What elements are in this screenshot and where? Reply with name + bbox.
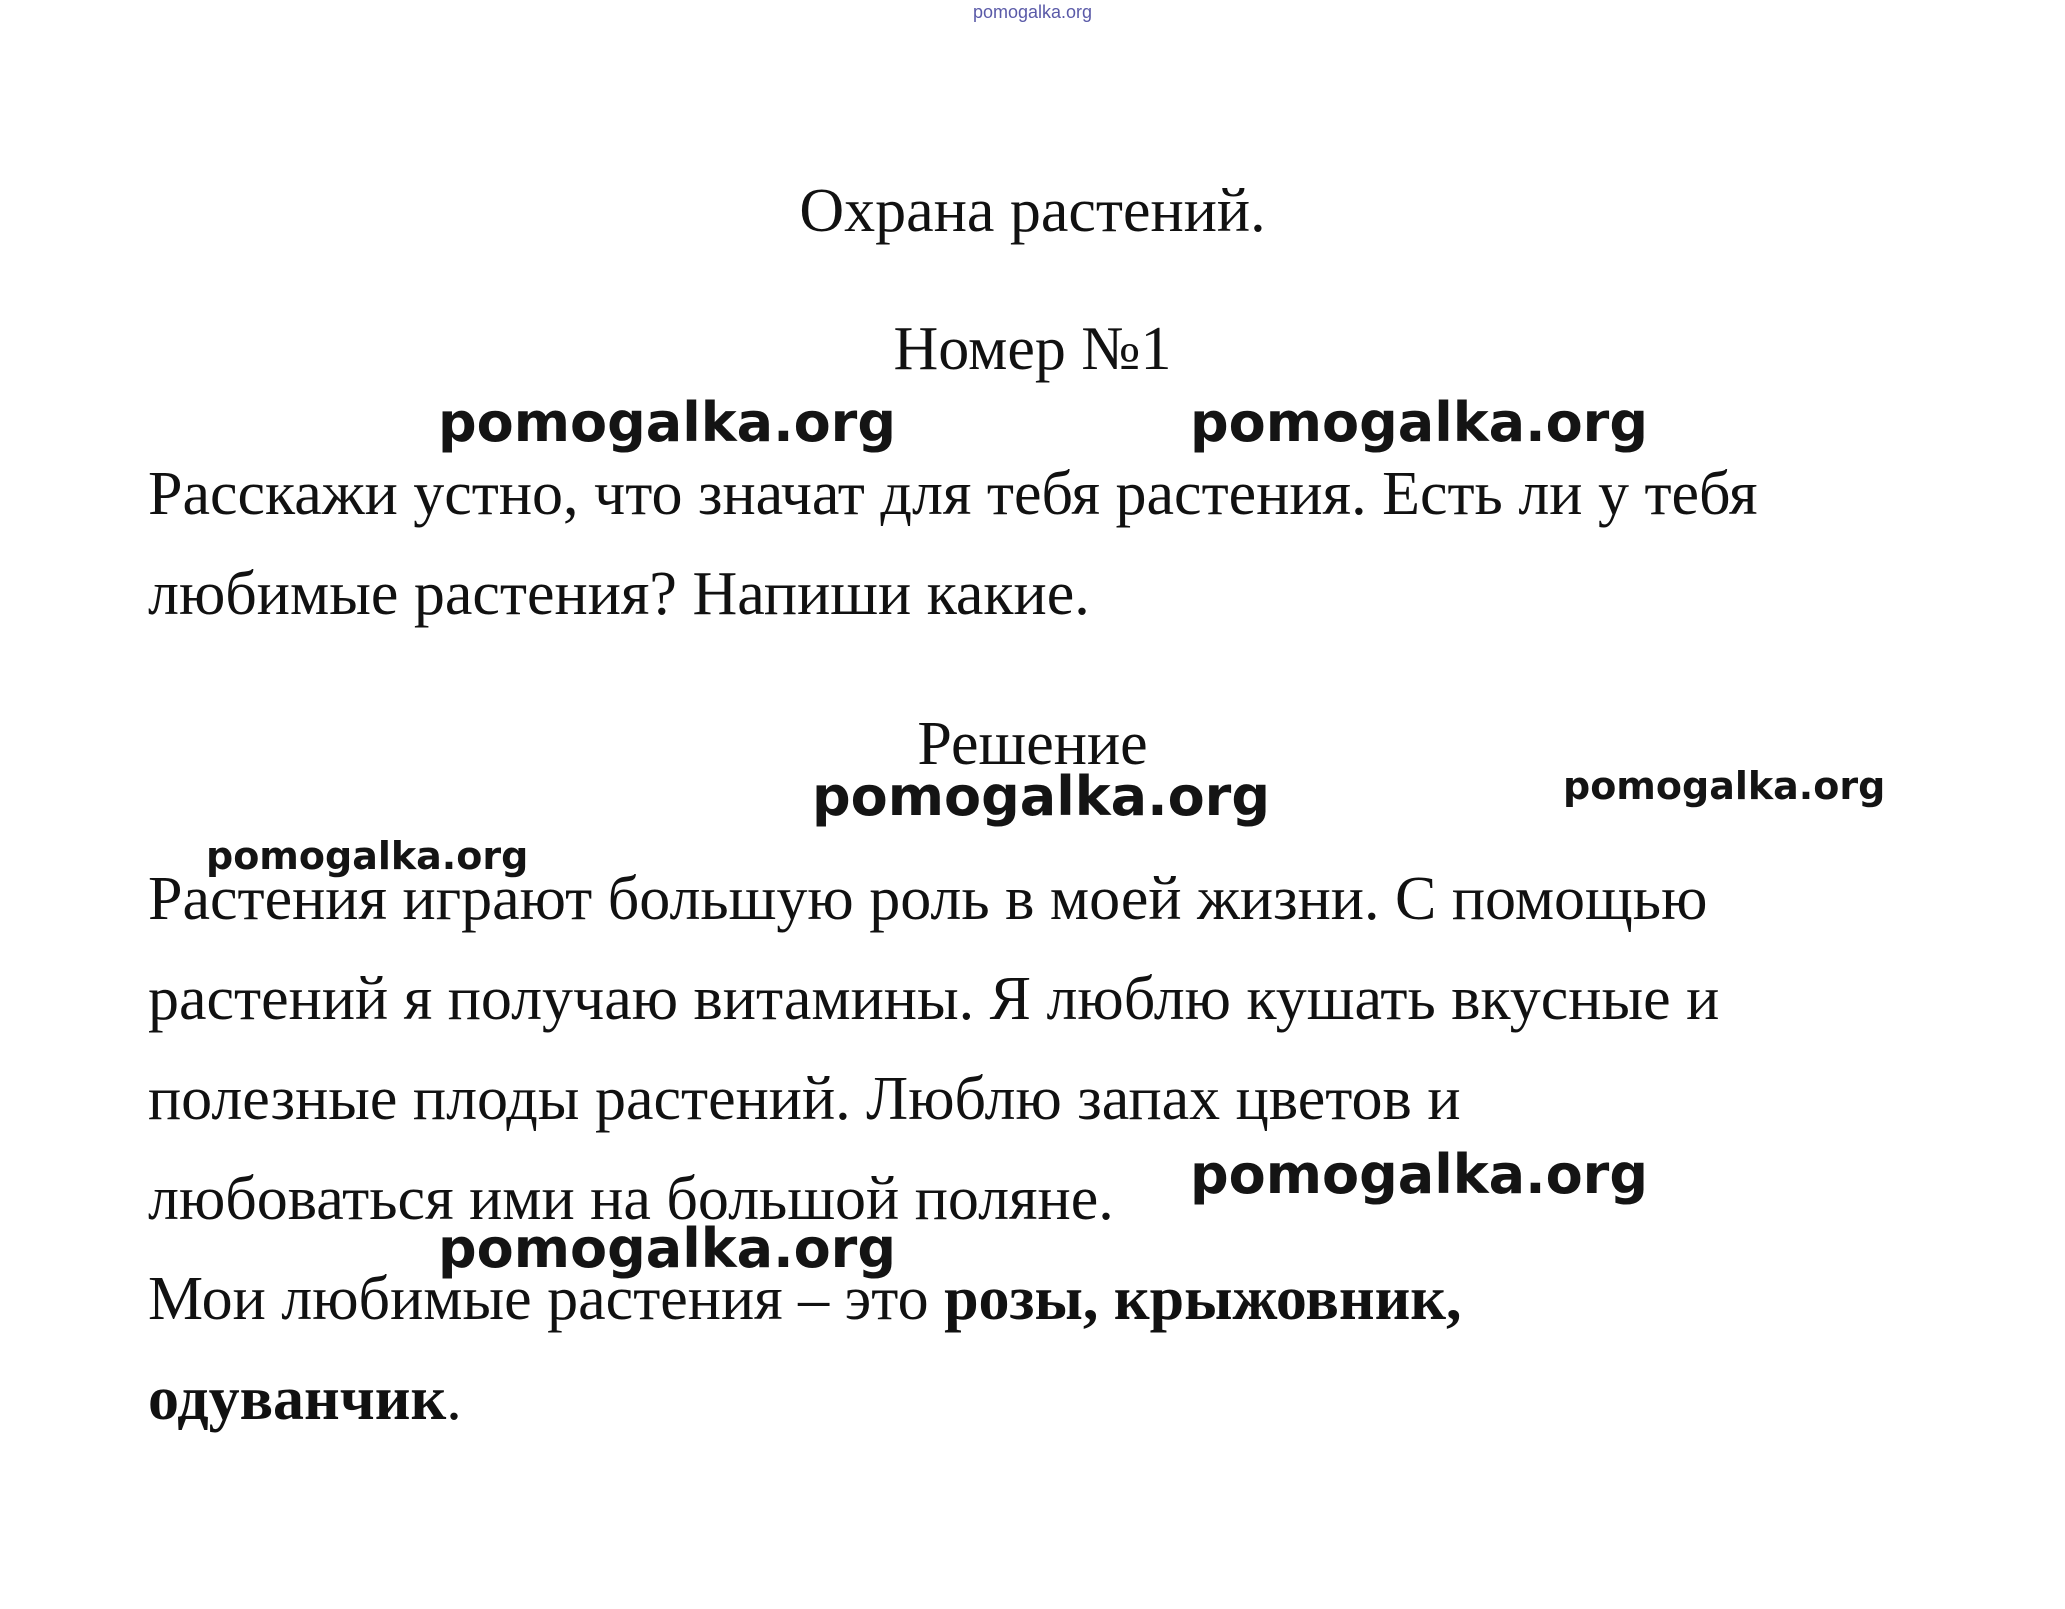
watermark-2: pomogalka.org [1190, 391, 1648, 454]
task-text [148, 444, 1988, 644]
favorites-suffix: . [446, 1365, 462, 1433]
solution-heading: Решение [917, 710, 1148, 778]
answer-line-2: растений я получаю витамины. Я люблю кушать вкусные и [148, 965, 1720, 1033]
favorites-line-2 [148, 1349, 1988, 1449]
watermark-4: pomogalka.org [1563, 764, 1886, 808]
task-line-1: Расскажи устно, что значат для тебя растения. Есть ли у тебя [148, 460, 1758, 528]
watermark-1: pomogalka.org [438, 391, 896, 454]
number-heading: Номер №1 [893, 315, 1172, 383]
answer-line-1: Растения играют большую роль в моей жизни. С помощью [148, 865, 1708, 933]
favorites-prefix: Мои любимые растения – это [148, 1265, 945, 1333]
watermark-3: pomogalka.org [812, 765, 1270, 828]
watermark-7: pomogalka.org [438, 1217, 896, 1280]
answer-line-4: любоваться ими на большой поляне. [148, 1165, 1114, 1233]
favorites-text [148, 1249, 1988, 1449]
task-line-2: любимые растения? Напиши какие. [148, 560, 1090, 628]
page-title: Охрана растений. [799, 177, 1266, 245]
answer-line-3: полезные плоды растений. Люблю запах цветов и [148, 1065, 1461, 1133]
favorites-bold-2: одуванчик [148, 1365, 447, 1433]
watermark-6: pomogalka.org [1190, 1143, 1648, 1206]
watermark-5: pomogalka.org [206, 834, 529, 878]
favorites-bold-1: розы, крыжовник, [944, 1265, 1462, 1333]
header-watermark: pomogalka.org [972, 2, 1093, 22]
favorites-line-1 [148, 1249, 1988, 1349]
answer-text [148, 849, 1988, 1249]
